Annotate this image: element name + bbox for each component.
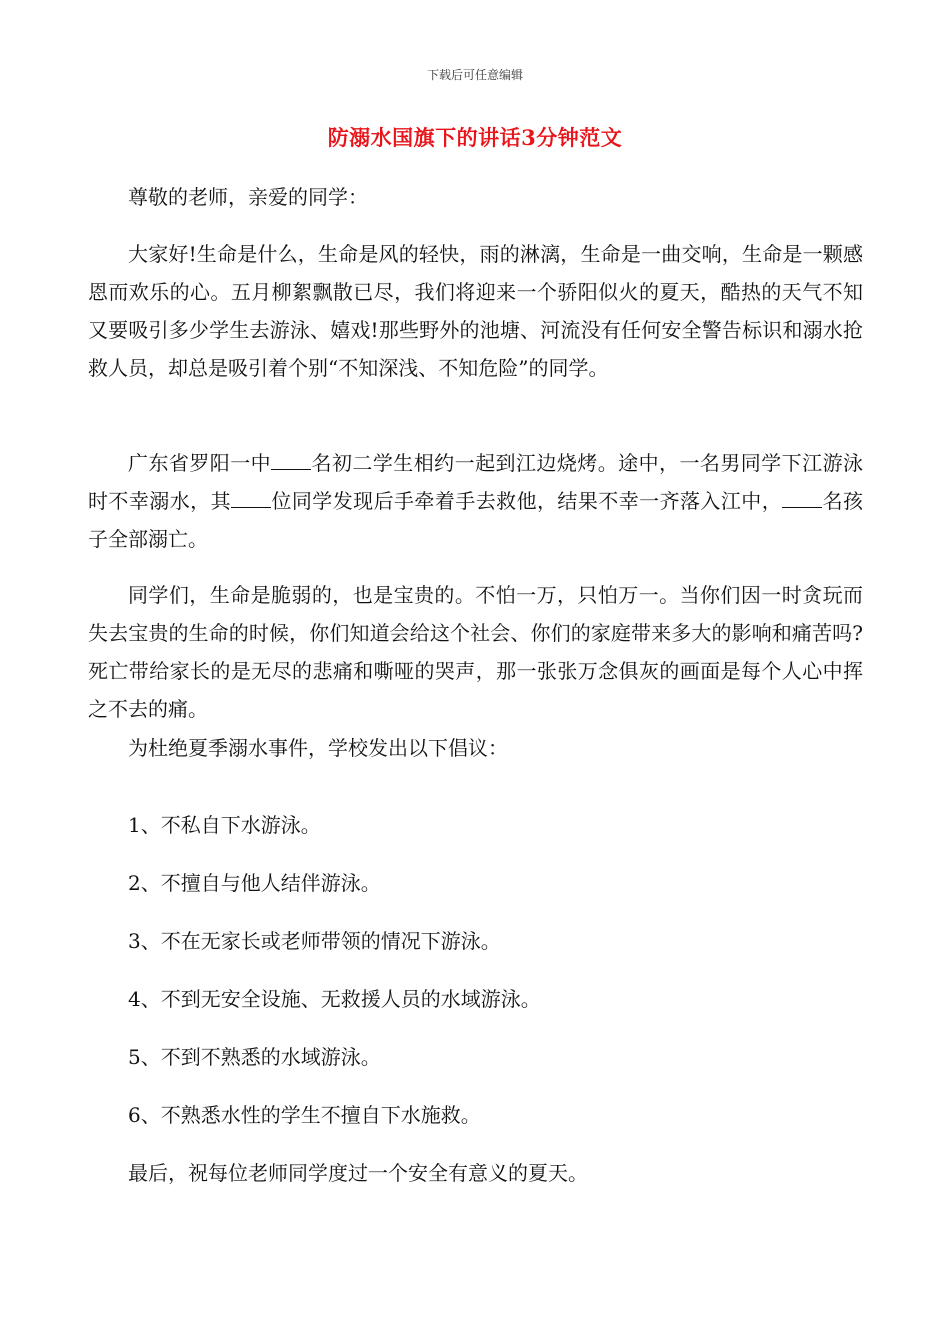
incident-text-3: 位同学发现后手牵着手去救他，结果不幸一齐落入江中， [271,489,783,513]
paragraph-warning: 同学们，生命是脆弱的，也是宝贵的。不怕一万，只怕万一。当你们因一时贪玩而失去宝贵的生命的时候，你们知道会给这个社会、你们的家庭带来多大的影响和痛苦吗?死亡带给家长的是无尽的悲痛和嘶哑的哭声，那一张张万念俱灰的画面是每个人心中挥之不去的痛。 [88,583,863,721]
greeting: 尊敬的老师，亲爱的同学： [128,185,368,209]
closing-line: 最后，祝每位老师同学度过一个安全有意义的夏天。 [128,1161,588,1185]
incident-text-4: 名孩子全部溺亡。 [88,489,864,551]
incident-text-2: 名初二学生相约一起到江边烧烤。途中，一名男同学下江游泳时不幸溺水，其 [88,451,864,513]
incident-text-1: 广东省罗阳一中 [128,451,272,475]
document-title: 防溺水国旗下的讲话3分钟范文 [327,125,623,150]
header-note: 下载后可任意编辑 [426,68,523,82]
paragraph-intro: 大家好!生命是什么，生命是风的轻快，雨的淋漓，生命是一曲交响，生命是一颗感恩而欢乐的心。五月柳絮飘散已尽，我们将迎来一个骄阳似火的夏天，酷热的天气不知又要吸引多少学生去游泳、嬉戏!那些野外的池塘、河流没有任何安全警告标识和溺水抢救人员，却总是吸引着个别“不知深浅、不知危险”的同学。 [88,242,863,380]
proposal-item: 3、不在无家长或老师带领的情况下游泳。 [128,929,501,953]
proposal-item: 5、不到不熟悉的水域游泳。 [128,1045,381,1069]
proposal-item: 1、不私自下水游泳。 [128,813,321,837]
proposal-item: 4、不到无安全设施、无救援人员的水域游泳。 [128,987,541,1011]
blank-line [231,487,271,508]
paragraph-proposal-intro: 为杜绝夏季溺水事件，学校发出以下倡议： [128,736,508,760]
blank-line [271,449,311,470]
proposal-item: 6、不熟悉水性的学生不擅自下水施救。 [128,1103,481,1127]
proposal-item: 2、不擅自与他人结伴游泳。 [128,871,381,895]
paragraph-incident [88,444,863,558]
blank-line [782,487,822,508]
